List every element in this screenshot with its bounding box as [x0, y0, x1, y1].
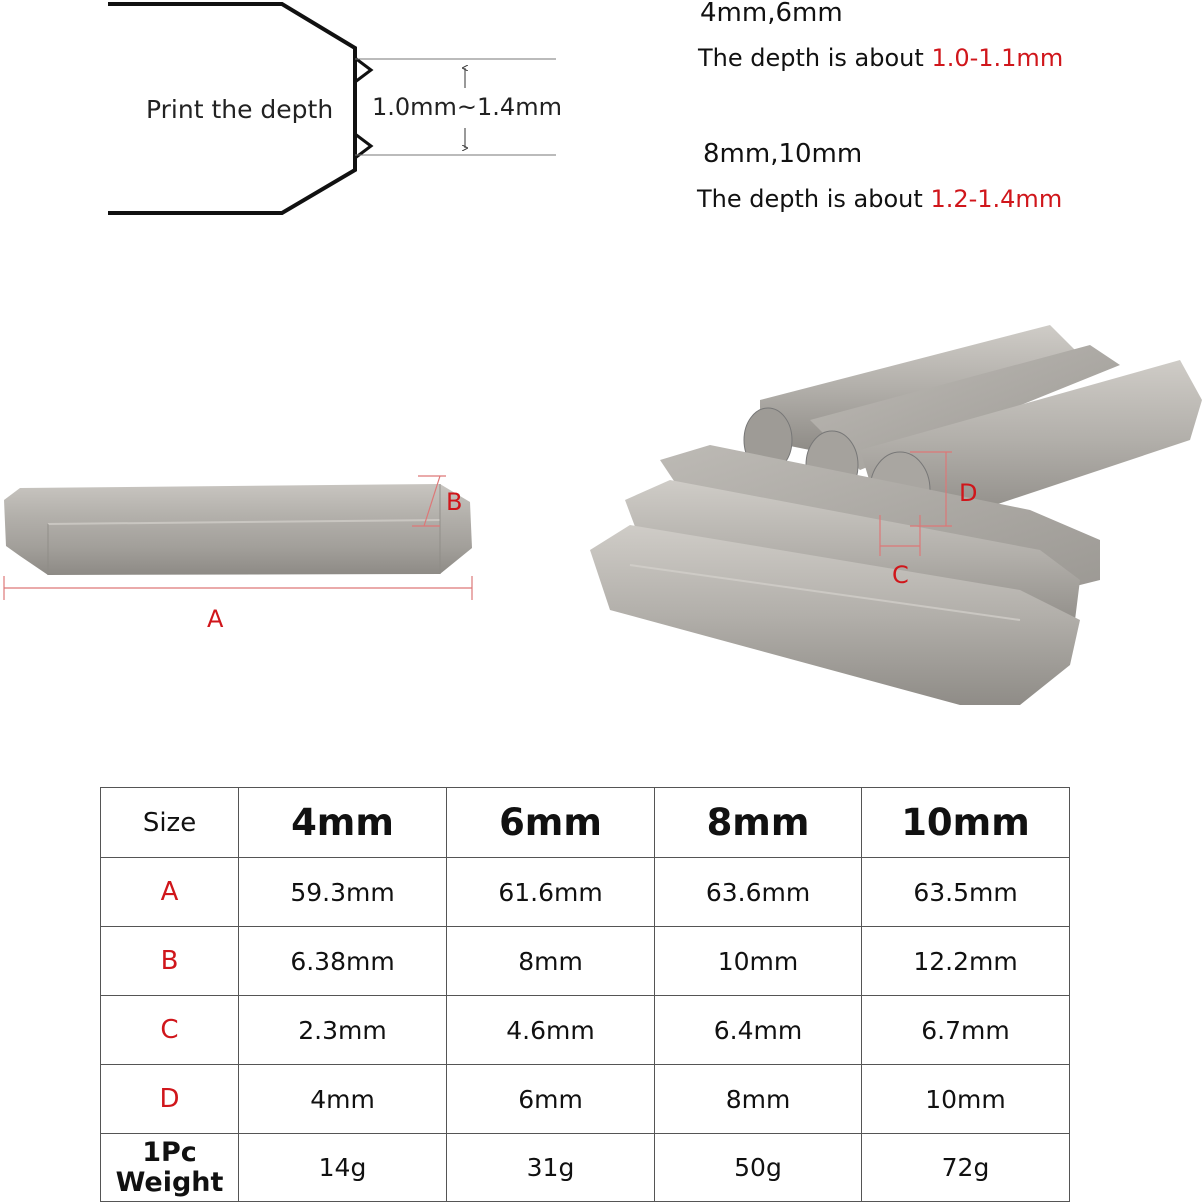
- dimension-a-label: A: [207, 605, 224, 633]
- table-cell: 63.6mm: [655, 858, 862, 927]
- table-cell: 4.6mm: [447, 996, 655, 1065]
- table-cell: 31g: [447, 1134, 655, 1202]
- spec-depth-value: 1.2-1.4mm: [930, 185, 1063, 213]
- size-header: 6mm: [447, 788, 655, 858]
- table-cell: 8mm: [447, 927, 655, 996]
- table-corner: Size: [101, 788, 239, 858]
- table-row: [101, 927, 1070, 996]
- table-cell: 61.6mm: [447, 858, 655, 927]
- table-row: [101, 1065, 1070, 1134]
- table-cell: 10mm: [655, 927, 862, 996]
- tooth-lower: [355, 134, 371, 158]
- size-header: 4mm: [239, 788, 447, 858]
- table-cell: 14g: [239, 1134, 447, 1202]
- table-row: [101, 996, 1070, 1065]
- table-row: [101, 858, 1070, 927]
- row-label: D: [101, 1065, 239, 1134]
- spec-depth-large: [697, 185, 1062, 213]
- spec-depth-value: 1.0-1.1mm: [931, 44, 1064, 72]
- table-header-row: [101, 788, 1070, 858]
- table-row-weight: [101, 1134, 1070, 1202]
- dimension-d-label: D: [959, 479, 978, 507]
- spec-depth-text: The depth is about: [698, 44, 932, 72]
- dimension-b-label: B: [446, 488, 463, 516]
- spec-depth-small: [698, 44, 1063, 72]
- stacked-punches-illustration: [580, 320, 1203, 720]
- table-cell: 6.4mm: [655, 996, 862, 1065]
- row-label: A: [101, 858, 239, 927]
- size-table: [100, 787, 1070, 1202]
- spec-sizes-small: 4mm,6mm: [700, 0, 843, 28]
- size-header: 8mm: [655, 788, 862, 858]
- table-cell: 63.5mm: [862, 858, 1070, 927]
- table-cell: 6.7mm: [862, 996, 1070, 1065]
- table-cell: 10mm: [862, 1065, 1070, 1134]
- spec-depth-text: The depth is about: [697, 185, 931, 213]
- weight-label: [101, 1134, 239, 1202]
- row-label: B: [101, 927, 239, 996]
- size-header: 10mm: [862, 788, 1070, 858]
- row-label: C: [101, 996, 239, 1065]
- single-punch-illustration: [0, 460, 490, 610]
- table-cell: 6mm: [447, 1065, 655, 1134]
- table-cell: 2.3mm: [239, 996, 447, 1065]
- table-cell: 72g: [862, 1134, 1070, 1202]
- dimension-c-label: C: [892, 561, 909, 589]
- weight-label-line1: 1Pc: [142, 1136, 197, 1168]
- depth-range: 1.0mm~1.4mm: [372, 93, 562, 121]
- table-cell: 50g: [655, 1134, 862, 1202]
- table-cell: 6.38mm: [239, 927, 447, 996]
- spec-sizes-large: 8mm,10mm: [703, 139, 863, 169]
- table-cell: 8mm: [655, 1065, 862, 1134]
- depth-label: Print the depth: [146, 95, 334, 124]
- table-cell: 59.3mm: [239, 858, 447, 927]
- table-cell: 4mm: [239, 1065, 447, 1134]
- tooth-upper: [355, 58, 371, 82]
- weight-label-line2: Weight: [115, 1166, 224, 1198]
- punch-body: [4, 484, 472, 575]
- table-cell: 12.2mm: [862, 927, 1070, 996]
